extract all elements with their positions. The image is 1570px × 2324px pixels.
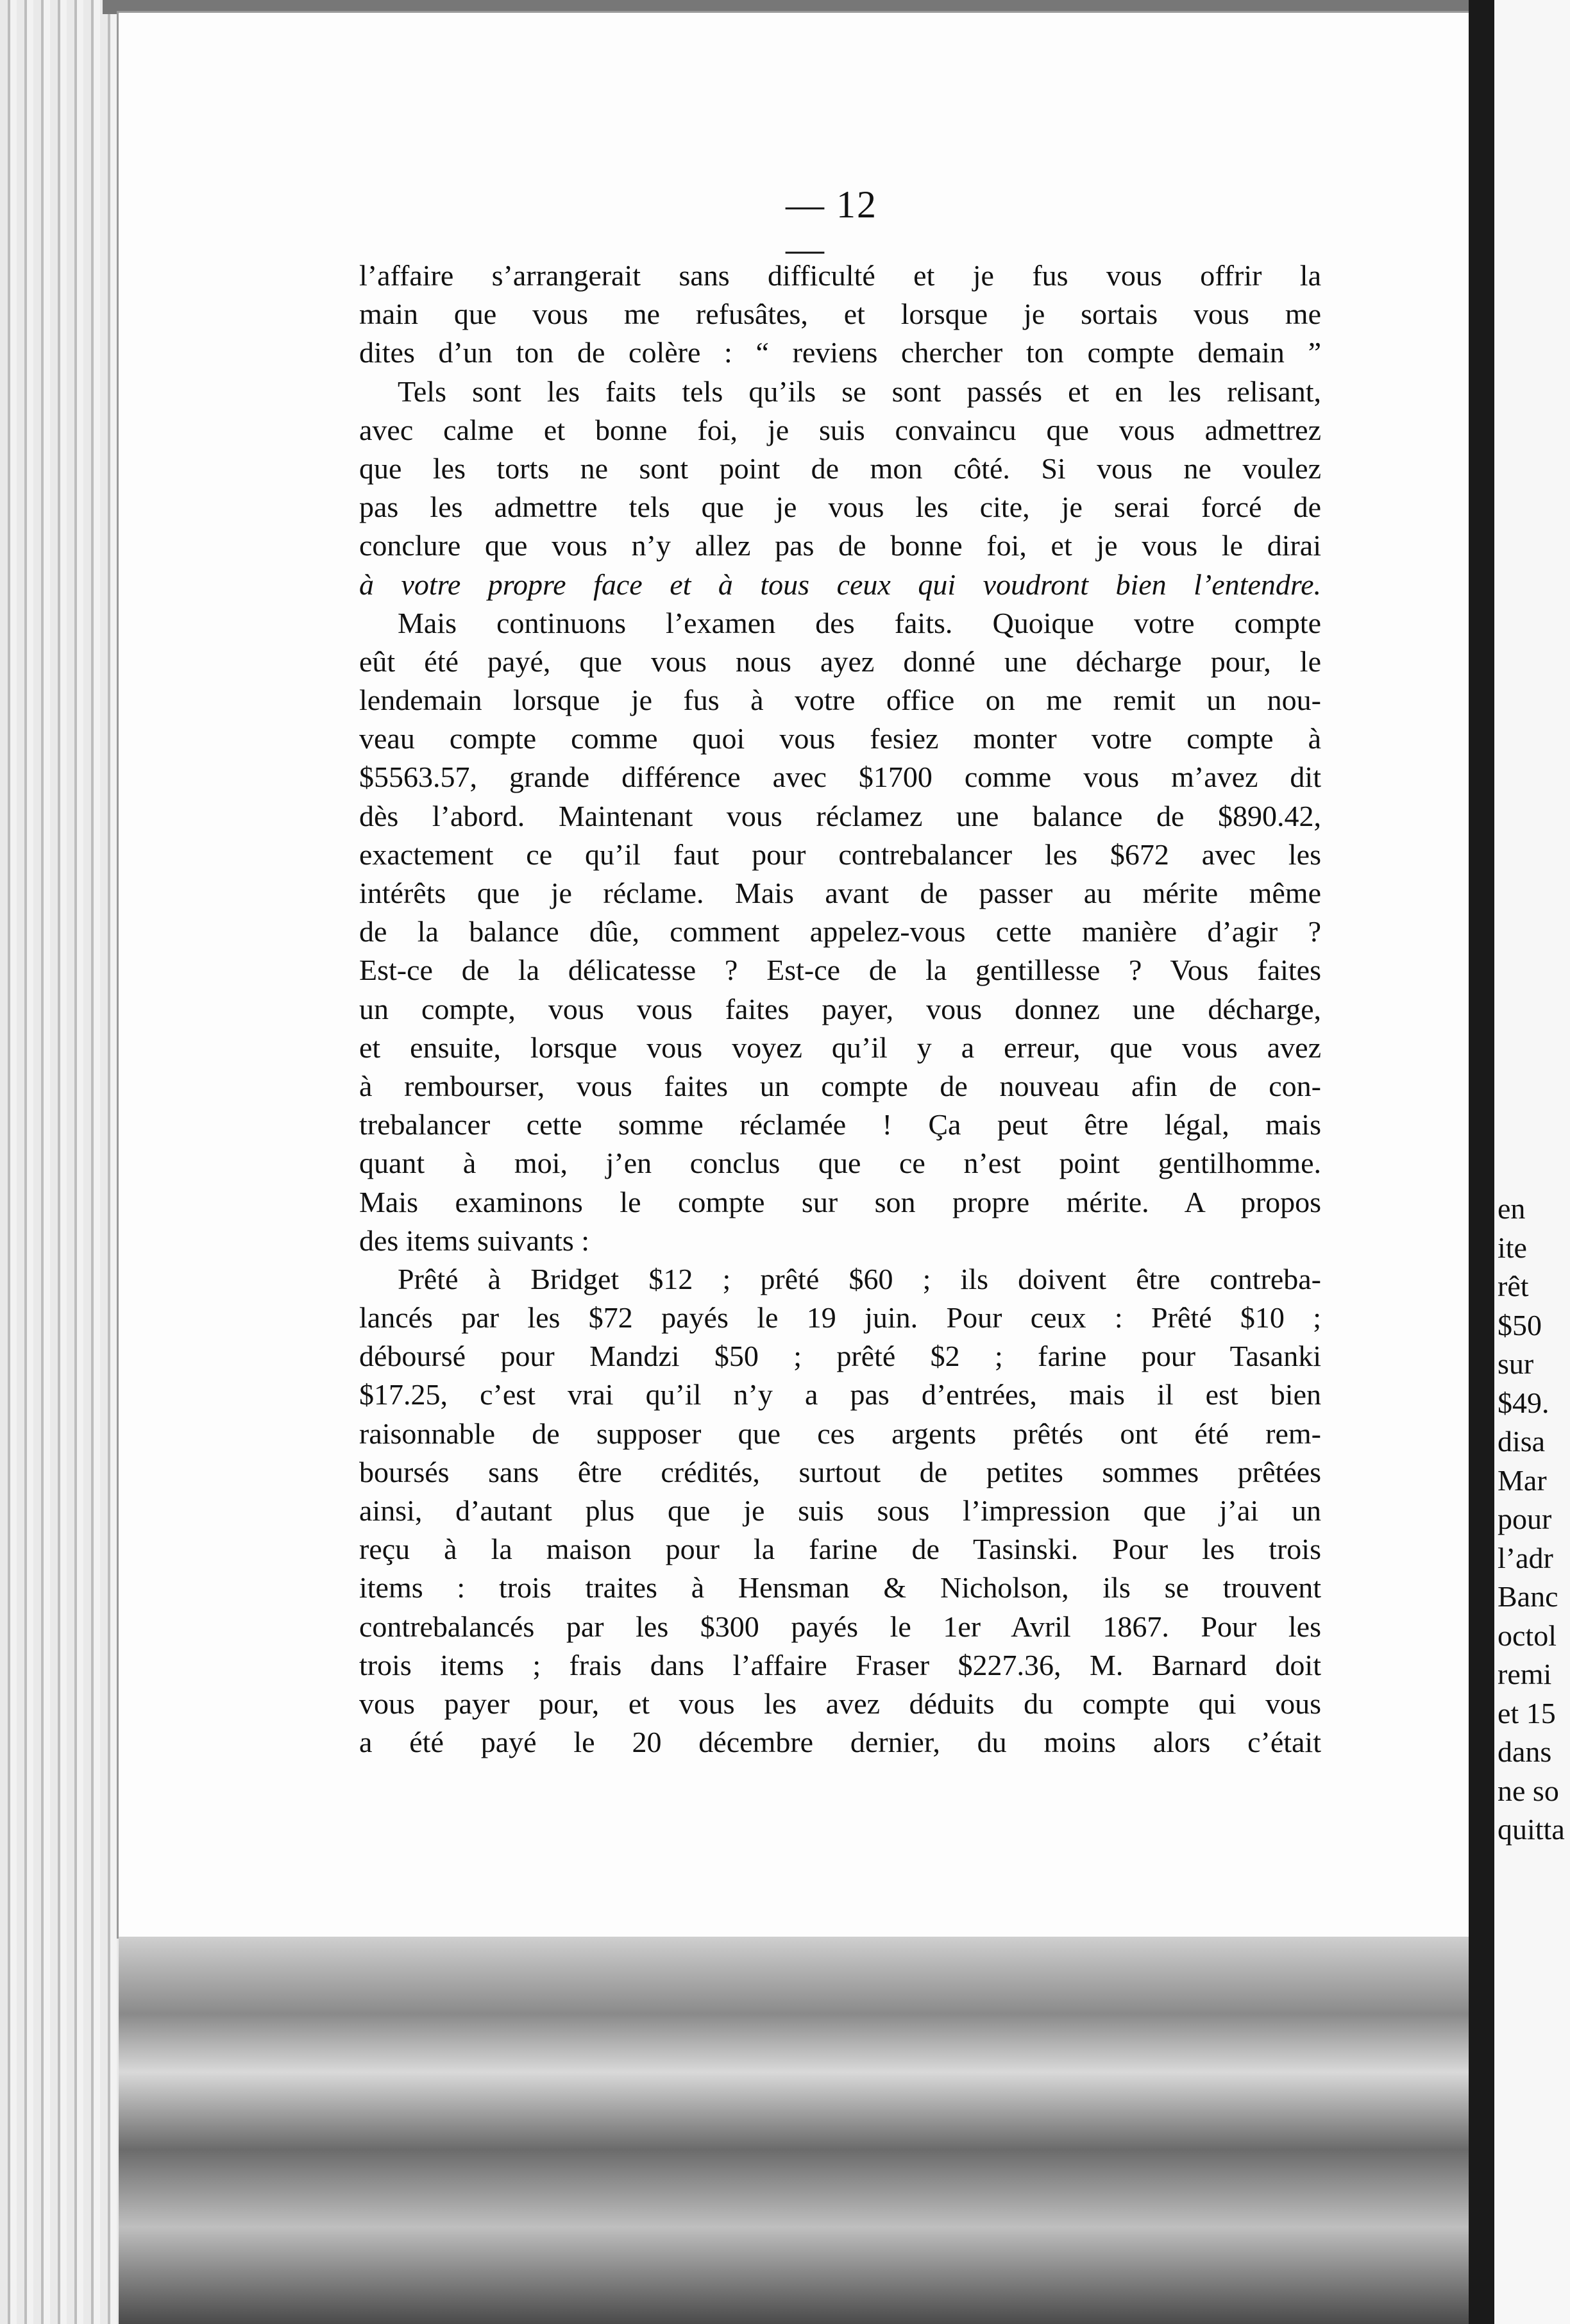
text-line: $5563.57, grande différence avec $1700 comme vous m’avez dit [359, 761, 1321, 794]
text-line: trebalancer cette somme réclamée ! Ça peut être légal, mais [359, 1108, 1321, 1141]
text-line: boursés sans être crédités, surtout de petites sommes prêtées [359, 1455, 1321, 1488]
text-line: avec calme et bonne foi, je suis convaincu que vous admettrez [359, 413, 1321, 446]
text-line: lancés par les $72 payés le 19 juin. Pour ceux : Prêté $10 ; [359, 1301, 1321, 1335]
text-line: veau compte comme quoi vous fesiez monter votre compte à [359, 722, 1321, 755]
text-line: quant à moi, j’en conclus que ce n’est point gentilhomme. [359, 1147, 1321, 1180]
facing-page-line: sur [1498, 1347, 1534, 1380]
text-line: Mais examinons le compte sur son propre mérite. A propos [359, 1185, 1321, 1218]
text-line: à rembourser, vous faites un compte de nouveau afin de con- [359, 1069, 1321, 1102]
text-line: un compte, vous vous faites payer, vous donnez une décharge, [359, 992, 1321, 1025]
text-line: $17.25, c’est vrai qu’il n’y a pas d’entrées, mais il est bien [359, 1378, 1321, 1411]
text-line: et ensuite, lorsque vous voyez qu’il y a erreur, que vous avez [359, 1031, 1321, 1064]
text-line: que les torts ne sont point de mon côté. Si vous ne voulez [359, 451, 1321, 485]
facing-page-line: ite [1498, 1231, 1527, 1264]
facing-page-line: octol [1498, 1619, 1557, 1652]
text-line: reçu à la maison pour la farine de Tasinski. Pour les trois [359, 1533, 1321, 1566]
text-line: conclure que vous n’y allez pas de bonne foi, et je vous le dirai [359, 529, 1321, 562]
facing-page-line: l’adr [1498, 1541, 1553, 1574]
text-line: eût été payé, que vous nous ayez donné une décharge pour, le [359, 644, 1321, 678]
facing-page-text-fragment [1498, 1190, 1570, 1849]
text-line: dès l’abord. Maintenant vous réclamez une balance de $890.42, [359, 799, 1321, 832]
text-line: déboursé pour Mandzi $50 ; prêté $2 ; farine pour Tasanki [359, 1340, 1321, 1373]
facing-page-line: $50 [1498, 1308, 1542, 1342]
text-line: vous payer pour, et vous les avez déduits du compte qui vous [359, 1687, 1321, 1720]
text-line: l’affaire s’arrangerait sans difficulté et je fus vous offrir la [359, 259, 1321, 292]
text-line: main que vous me refusâtes, et lorsque je sortais vous me [359, 298, 1321, 331]
text-line: ainsi, d’autant plus que je suis sous l’impression que j’ai un [359, 1494, 1321, 1527]
bottom-edge [119, 1937, 1475, 2324]
facing-page-line: Banc [1498, 1580, 1558, 1613]
text-line: contrebalancés par les $300 payés le 1er Avril 1867. Pour les [359, 1610, 1321, 1643]
text-line: a été payé le 20 décembre dernier, du moins alors c’était [359, 1726, 1321, 1759]
facing-page-line: Mar [1498, 1463, 1547, 1497]
text-line: dites d’un ton de colère : “ reviens chercher ton compte demain ” [359, 336, 1321, 369]
text-line: de la balance dûe, comment appelez-vous cette manière d’agir ? [359, 915, 1321, 948]
facing-page-line: ne so [1498, 1774, 1559, 1807]
facing-page [1494, 0, 1570, 2324]
facing-page-line: quitta [1498, 1813, 1565, 1846]
facing-page-line: remi [1498, 1658, 1552, 1690]
text-line: Est-ce de la délicatesse ? Est-ce de la gentillesse ? Vous faites [359, 954, 1321, 987]
book-gutter [1469, 0, 1494, 2324]
facing-page-line: pour [1498, 1503, 1552, 1535]
text-line: exactement ce qu’il faut pour contrebalancer les $672 avec les [359, 838, 1321, 871]
text-line: Tels sont les faits tels qu’ils se sont passés et en les relisant, [398, 375, 1321, 408]
text-line: à votre propre face et à tous ceux qui voudront bien l’entendre. [359, 568, 1321, 601]
text-line: Prêté à Bridget $12 ; prêté $60 ; ils doivent être contreba- [398, 1262, 1321, 1295]
text-line: pas les admettre tels que je vous les cite, je serai forcé de [359, 491, 1321, 524]
facing-page-line: disa [1498, 1425, 1546, 1458]
text-line: intérêts que je réclame. Mais avant de passer au mérite même [359, 877, 1321, 909]
facing-page-line: rêt [1498, 1270, 1529, 1302]
text-line: Mais continuons l’examen des faits. Quoique votre compte [398, 606, 1321, 639]
text-line: lendemain lorsque je fus à votre office on me remit un nou- [359, 684, 1321, 717]
text-line: trois items ; frais dans l’affaire Fraser $227.36, M. Barnard doit [359, 1648, 1321, 1681]
page-stack-edge [0, 0, 122, 2324]
facing-page-line: et 15 [1498, 1696, 1556, 1730]
page-number: — 12 — [786, 183, 877, 270]
text-line: raisonnable de supposer que ces argents prêtés ont été rem- [359, 1417, 1321, 1450]
text-line: des items suivants : [359, 1224, 590, 1257]
text-line: items : trois traites à Hensman & Nicholson, ils se trouvent [359, 1571, 1321, 1604]
facing-page-line: en [1498, 1192, 1526, 1225]
page-body-text [359, 257, 1321, 1762]
top-edge [103, 0, 1481, 14]
facing-page-line: $49. [1498, 1386, 1549, 1419]
facing-page-line: dans [1498, 1735, 1552, 1768]
